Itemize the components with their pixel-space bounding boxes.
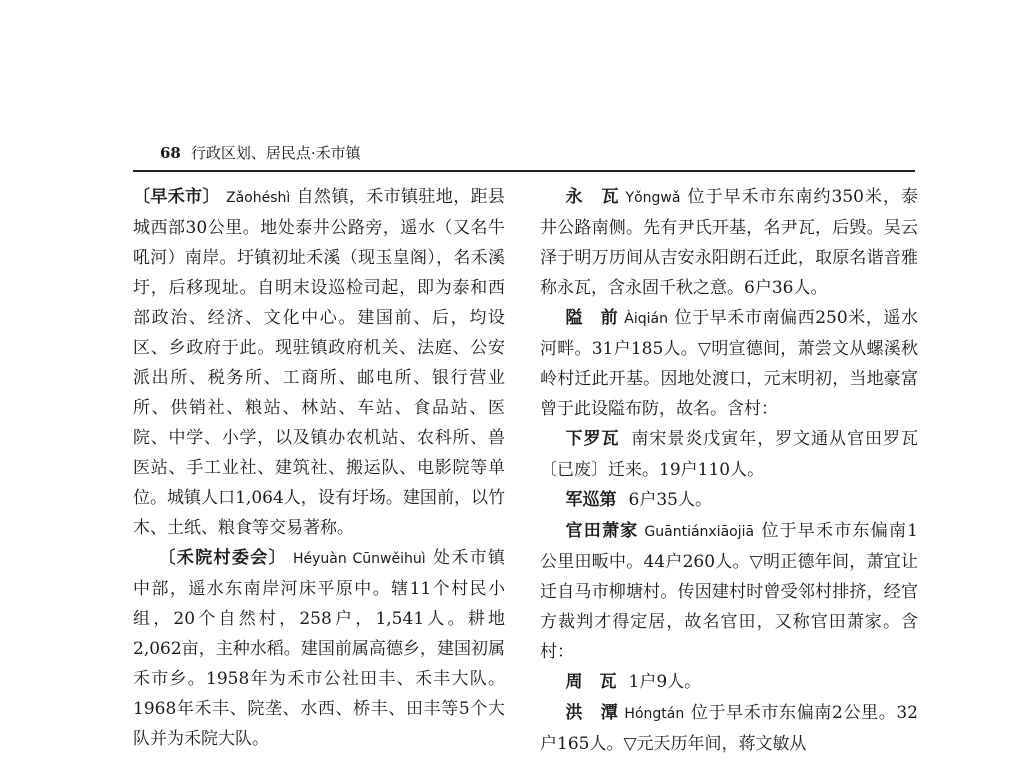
entry-aiqian xyxy=(540,303,918,424)
entry-pinyin: Guāntiánxiāojiā xyxy=(644,524,755,540)
entry-text: 位于早禾市东南约350米，泰井公路南侧。先有尹氏开基，名尹瓦，后毁。吴云泽于明万历间从吉安永阳朗石迁此，取原名谐音雅称永瓦，含永固千秋之意。6户36人。 xyxy=(540,187,918,298)
entry-pinyin: Héyuàn Cūnwěihuì xyxy=(292,551,426,567)
entry-text: 自然镇，禾市镇驻地，距县城西部30公里。地处泰井公路旁，遥水（又名牛吼河）南岸。圩镇初址禾溪（现玉皇阁），名禾溪圩，后移现址。自明末设巡检司起，即为泰和西部政治、经济、文化中心。建国前、后，均设区、乡政府于此。现驻镇政府机关、法庭、公安派出所、税务所、工商所、邮电所、银行营业所、供销社、粮站、林站、车站、食品站、医院、中学、小学，以及镇办农机站、农科所、兽医站、手工业社、建筑社、搬运队、电影院等单位。城镇人口1,064人，设有圩场。建国前，以竹木、土纸、粮食等交易著称。 xyxy=(133,187,506,538)
entry-xialuowa xyxy=(540,424,918,485)
entry-text: 1户9人。 xyxy=(628,672,702,692)
entry-zaoheshi xyxy=(133,182,505,543)
entry-zhouwa xyxy=(540,667,918,698)
entry-pinyin: Hóngtán xyxy=(624,706,685,722)
entry-head: 官田萧家 xyxy=(565,521,639,541)
header-rule xyxy=(133,170,915,172)
right-column xyxy=(540,182,918,759)
entry-text: 位于早禾市东偏南2公里。32户165人。▽元天历年间，蒋文敏从 xyxy=(540,703,918,754)
entry-head: 〔禾院村委会〕 xyxy=(158,548,287,568)
entry-head: 〔早禾市〕 xyxy=(133,187,220,207)
entry-head: 周 瓦 xyxy=(565,672,617,692)
entry-text: 处禾市镇中部，遥水东南岸河床平原中。辖11个村民小组，20个自然村，258户，1,541人。耕地2,062亩，主种水稻。建国前属高德乡，建国初属禾市乡。1958年为禾市公社田丰、禾丰大队。1968年禾丰、院垄、水西、桥丰、田丰等5个大队并为禾院大队。 xyxy=(133,548,506,749)
entry-text: 南宋景炎戊寅年，罗文通从官田罗瓦〔已废〕迁来。19户110人。 xyxy=(540,429,919,480)
entry-guantian-xiaojia xyxy=(540,516,918,667)
entry-text: 6户35人。 xyxy=(628,490,712,510)
page-header xyxy=(160,142,910,164)
entry-head: 军巡第 xyxy=(565,490,617,510)
entry-head: 下罗瓦 xyxy=(565,429,620,449)
entry-head: 隘 前 xyxy=(565,308,619,328)
page-number: 68 xyxy=(160,144,181,162)
entry-head: 永 瓦 xyxy=(565,187,620,207)
entry-pinyin: Àiqián xyxy=(624,311,668,327)
entry-heyuan xyxy=(133,543,505,754)
left-column xyxy=(133,182,505,754)
entry-yongwa xyxy=(540,182,918,303)
entry-pinyin: Yǒngwǎ xyxy=(625,190,681,206)
entry-head: 洪 潭 xyxy=(565,703,619,723)
entry-junxundi xyxy=(540,485,918,516)
running-title: 行政区划、居民点·禾市镇 xyxy=(190,144,361,162)
entry-hongtan xyxy=(540,698,918,759)
entry-pinyin: Zǎohéshì xyxy=(225,190,291,206)
entry-text: 位于早禾市南偏西250米，遥水河畔。31户185人。▽明宣德间，萧尝文从螺溪秋岭村迁此开基。因地处渡口，元末明初，当地豪富曾于此设隘布防，故名。含村： xyxy=(540,308,919,419)
entry-text: 位于早禾市东偏南1公里田畈中。44户260人。▽明正德年间，萧宜让迁自马市柳塘村。传因建村时曾受邻村排挤，经官方裁判才得定居，故名官田，又称官田萧家。含村： xyxy=(540,521,918,662)
